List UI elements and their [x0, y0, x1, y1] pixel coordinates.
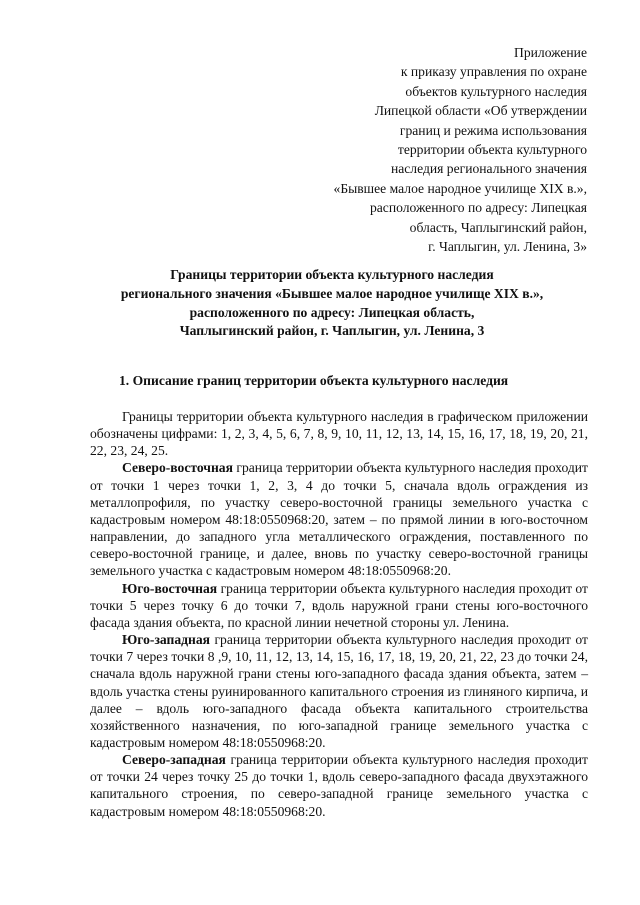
intro-paragraph: Границы территории объекта культурного наследия в графическом приложении обозначены цифрами: 1, 2, 3, 4, 5, 6, 7, 8, 9, 10, 11, 12, 13, 14, 15, 16, 17, 18, 19, 20, 21, 22, 23, 24, 25.: [90, 409, 588, 459]
appendix-block: [257, 43, 587, 256]
appendix-line: расположенного по адресу: Липецкая: [369, 200, 587, 216]
appendix-line: объектов культурного наследия: [405, 83, 587, 99]
appendix-line: г. Чаплыгин, ул. Ленина, 3»: [428, 239, 587, 255]
title-line: Чаплыгинский район, г. Чаплыгин, ул. Ленина, 3: [179, 323, 485, 339]
title-line: Границы территории объекта культурного наследия: [170, 267, 494, 282]
appendix-line: наследия регионального значения: [390, 161, 587, 177]
document-title: [60, 266, 604, 341]
appendix-line: область, Чаплыгинский район,: [409, 219, 587, 235]
northwest-label: Северо-западная: [122, 752, 226, 768]
appendix-line: границ и режима использования: [399, 122, 587, 138]
appendix-line: к приказу управления по охране: [400, 64, 587, 80]
northwest-paragraph: [90, 751, 588, 820]
body-text: [90, 408, 588, 820]
southwest-paragraph: [90, 631, 588, 751]
appendix-line: Приложение: [514, 45, 587, 60]
southeast-paragraph: [90, 580, 588, 631]
northeast-text: граница территории объекта культурного наследия проходит от точки 1 через точки 1, 2, 3, 4 до точки 5, сначала вдоль ограждения из металлопрофиля, по участку северо-восточной границы земельного участка с кадастровым номером 48:18:0550968:20, затем – по прямой линии в юго-восточном направлении, до западного угла металлического ограждения, поставленного по северо-восточной границе, и далее, вновь по участку северо-восточной границы земельного участка с кадастровым номером 48:18:0550968:20.: [90, 460, 588, 579]
southeast-label: Юго-восточная: [122, 580, 218, 596]
title-line: регионального значения «Бывшее малое народное училище XIX в.»,: [120, 285, 544, 301]
title-line: расположенного по адресу: Липецкая область,: [189, 304, 475, 320]
section-heading: 1. Описание границ территории объекта культурного наследия: [119, 373, 509, 388]
appendix-line: Липецкой области «Об утверждении: [374, 103, 587, 119]
southwest-label: Юго-западная: [122, 632, 211, 648]
northeast-paragraph: [90, 459, 588, 579]
northeast-label: Северо-восточная: [122, 460, 233, 476]
southwest-text: граница территории объекта культурного наследия проходит от точки 7 через точки 8 ,9, 10, 11, 12, 13, 14, 15, 16, 17, 18, 19, 20, 21, 22, 23 до точки 24, сначала вдоль наружной грани стены юго-западного фасада здания объекта, затем – вдоль участка стены руинированного капитального строения из глиняного кирпича, и далее – вдоль юго-западного фасада объекта капитального строительства хозяйственного назначения, по юго-западной границе земельного участка с кадастровым номером 48:18:0550968:20.: [90, 632, 588, 750]
southeast-text: граница территории объекта культурного наследия проходит от точки 5 через точку 6 до точки 7, вдоль наружной грани стены юго-восточного фасада здания объекта, по красной линии нечетной стороны ул. Ленина.: [90, 580, 588, 630]
appendix-line: «Бывшее малое народное училище XIX в.»,: [333, 180, 587, 196]
appendix-line: территории объекта культурного: [397, 142, 587, 158]
northwest-text: граница территории объекта культурного наследия проходит от точки 24 через точку 25 до точки 1, вдоль северо-западного фасада двухэтажного капитального строения, по северо-западной границе земельного участка с кадастровым номером 48:18:0550968:20.: [90, 752, 588, 819]
